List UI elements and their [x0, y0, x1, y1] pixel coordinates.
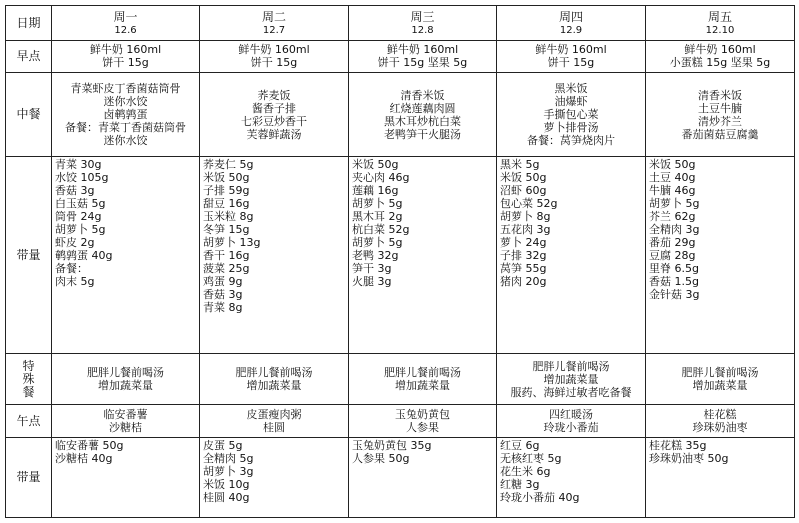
- lunch-quantity-label: 带量: [6, 157, 52, 354]
- lunch-quantity-line: 豆腐 28g: [649, 249, 696, 263]
- special-meal-line: 肥胖儿餐前喝汤: [681, 366, 759, 380]
- lunch-dish-line: 七彩豆炒香干: [241, 114, 307, 128]
- afternoon-quantity-cell: [200, 438, 349, 518]
- lunch-quantity-line: 荞麦仁 5g: [203, 158, 254, 172]
- lunch-dish-line: 黑米饭: [554, 82, 588, 96]
- afternoon-quantity-line: 全精肉 5g: [203, 452, 254, 466]
- special-meal-cell: [349, 354, 497, 404]
- lunch-quantity-line: 冬笋 15g: [203, 223, 250, 237]
- afternoon-quantity-line: 珍珠奶油枣 50g: [649, 452, 729, 466]
- afternoon-snack-cell: [200, 404, 349, 437]
- lunch-quantity-line: 甜豆 16g: [203, 197, 250, 211]
- lunch-quantity-line: 胡萝卜 5g: [352, 197, 403, 211]
- special-meal-line: 肥胖儿餐前喝汤: [87, 366, 164, 380]
- lunch-dish-line: 迷你水饺: [103, 95, 148, 109]
- afternoon-snack-line: 人参果: [406, 421, 439, 435]
- lunch-quantity-line: 火腿 3g: [352, 275, 392, 289]
- lunch-quantity-cell: [646, 157, 795, 354]
- weekly-menu-table: [5, 5, 795, 518]
- afternoon-snack-label: 午点: [6, 404, 52, 437]
- breakfast-line: 饼干 15g: [250, 56, 298, 70]
- lunch-quantity-line: 米饭 50g: [500, 171, 547, 185]
- lunch-quantity-cell: [349, 157, 497, 354]
- afternoon-quantity-line: 玉兔奶黄包 35g: [352, 439, 432, 453]
- afternoon-quantity-cell: [52, 438, 200, 518]
- lunch-dish-cell: [646, 72, 795, 157]
- lunch-dish-line: 红烧莲藕肉圆: [389, 101, 456, 115]
- breakfast-line: 小蛋糕 15g 坚果 5g: [669, 56, 771, 70]
- special-meal-cell: [200, 354, 349, 404]
- breakfast-cell: [646, 41, 795, 72]
- lunch-quantity-line: 莲藕 16g: [352, 184, 399, 198]
- breakfast-line: 饼干 15g 坚果 5g: [377, 56, 468, 70]
- lunch-quantity-line: 水饺 105g: [55, 171, 109, 185]
- lunch-dish-line: 黑木耳炒杭白菜: [384, 114, 461, 128]
- lunch-dish-line: 迷你水饺: [103, 134, 148, 148]
- lunch-quantity-cell: [52, 157, 200, 354]
- lunch-quantity-line: 夹心肉 46g: [352, 171, 410, 185]
- breakfast-cell: [52, 41, 200, 72]
- day-name: 周一: [113, 9, 138, 24]
- lunch-quantity-line: 芥兰 62g: [649, 210, 696, 224]
- day-name: 周三: [410, 9, 435, 24]
- day-date: 12.7: [262, 24, 286, 36]
- lunch-dish-line: 番茄菌菇豆腐羹: [681, 127, 759, 141]
- lunch-quantity-line: 笋干 3g: [352, 262, 392, 276]
- lunch-quantity-line: 胡萝卜 5g: [649, 197, 700, 211]
- afternoon-quantity-line: 皮蛋 5g: [203, 439, 243, 453]
- lunch-quantity-line: 鹌鹑蛋 40g: [55, 249, 113, 263]
- lunch-quantity-line: 番茄 29g: [649, 236, 696, 250]
- afternoon-snack-line: 桂圆: [263, 421, 285, 435]
- lunch-quantity-line: 玉米粒 8g: [203, 210, 254, 224]
- afternoon-quantity-line: 人参果 50g: [352, 452, 410, 466]
- day-header-cell: [52, 6, 200, 41]
- breakfast-line: 鲜牛奶 160ml: [386, 43, 459, 57]
- special-meal-line: 肥胖儿餐前喝汤: [532, 359, 610, 373]
- special-meal-line: 增加蔬菜量: [543, 372, 599, 386]
- breakfast-line: 饼干 15g: [547, 56, 595, 70]
- lunch-quantity-line: 青菜 8g: [203, 301, 243, 315]
- lunch-quantity-line: 沼虾 60g: [500, 184, 547, 198]
- special-meal-cell: [52, 354, 200, 404]
- lunch-row: [6, 72, 795, 157]
- lunch-dish-line: 油爆虾: [554, 95, 588, 109]
- day-header-cell: [349, 6, 497, 41]
- afternoon-snack-line: 皮蛋瘦肉粥: [246, 408, 302, 422]
- lunch-dish-line: 清香米饭: [698, 88, 742, 102]
- lunch-dish-line: 备餐：青菜丁香菌菇筒骨: [65, 121, 186, 135]
- afternoon-quantity-line: 胡萝卜 3g: [203, 465, 254, 479]
- special-meal-line: 增加蔬菜量: [692, 379, 748, 393]
- lunch-dish-line: 卤鹌鹑蛋: [103, 108, 148, 122]
- lunch-quantity-line: 白玉菇 5g: [55, 197, 106, 211]
- special-meal-line: 肥胖儿餐前喝汤: [384, 366, 461, 380]
- afternoon-quantity-line: 无核红枣 5g: [500, 452, 562, 466]
- lunch-quantity-line: 莴笋 55g: [500, 262, 547, 276]
- lunch-quantity-line: 香干 16g: [203, 249, 250, 263]
- afternoon-quantity-line: 米饭 10g: [203, 478, 250, 492]
- lunch-quantity-line: 鸡蛋 9g: [203, 275, 243, 289]
- lunch-quantity-line: 猪肉 20g: [500, 275, 547, 289]
- special-label-part-1: 特: [22, 358, 35, 373]
- breakfast-line: 饼干 15g: [102, 56, 149, 70]
- special-meal-line: 增加蔬菜量: [98, 379, 153, 393]
- lunch-quantity-line: 黑米 5g: [500, 158, 540, 172]
- lunch-quantity-line: 金针菇 3g: [649, 288, 700, 302]
- lunch-quantity-line: 子排 32g: [500, 249, 547, 263]
- lunch-quantity-line: 五花肉 3g: [500, 223, 551, 237]
- date-row: [6, 6, 795, 41]
- lunch-quantity-line: 胡萝卜 5g: [352, 236, 403, 250]
- afternoon-quantity-line: 红豆 6g: [500, 439, 540, 453]
- lunch-quantity-cell: [200, 157, 349, 354]
- lunch-dish-line: 清香米饭: [400, 88, 445, 102]
- lunch-quantity-line: 杭白菜 52g: [352, 223, 410, 237]
- lunch-quantity-line: 包心菜 52g: [500, 197, 558, 211]
- special-meal-cell: [497, 354, 646, 404]
- lunch-dish-cell: [52, 72, 200, 157]
- afternoon-snack-line: 珍珠奶油枣: [692, 421, 748, 435]
- lunch-quantity-line: 子排 59g: [203, 184, 250, 198]
- lunch-quantity-line: 虾皮 2g: [55, 236, 95, 250]
- afternoon-snack-line: 桂花糕: [703, 408, 737, 422]
- breakfast-cell: [497, 41, 646, 72]
- special-meal-line: 肥胖儿餐前喝汤: [235, 366, 313, 380]
- afternoon-quantity-cell: [646, 438, 795, 518]
- lunch-quantity-line: 牛腩 46g: [649, 184, 696, 198]
- special-meal-line: 服药、海鲜过敏者吃备餐: [510, 385, 632, 399]
- lunch-dish-line: 酱香子排: [252, 101, 296, 115]
- afternoon-quantity-line: 沙糖桔 40g: [55, 452, 113, 466]
- lunch-quantity-line: 香菇 3g: [55, 184, 95, 198]
- special-label-part-3: 餐: [22, 384, 35, 399]
- afternoon-snack-line: 四红暖汤: [549, 408, 593, 422]
- special-meal-row: [6, 354, 795, 404]
- lunch-quantity-line: 青菜 30g: [55, 158, 102, 172]
- lunch-quantity-line: 全精肉 3g: [649, 223, 700, 237]
- lunch-dish-line: 荞麦饭: [257, 88, 291, 102]
- lunch-quantity-line: 里脊 6.5g: [649, 262, 699, 276]
- special-meal-cell: [646, 354, 795, 404]
- date-label: 日期: [6, 6, 52, 41]
- afternoon-snack-line: 玲珑小番茄: [543, 421, 599, 435]
- breakfast-line: 鲜牛奶 160ml: [684, 43, 756, 57]
- lunch-quantity-row: [6, 157, 795, 354]
- lunch-label: 中餐: [6, 72, 52, 157]
- lunch-dish-line: 芙蓉鲜蔬汤: [246, 127, 302, 141]
- breakfast-row: [6, 41, 795, 72]
- afternoon-snack-cell: [646, 404, 795, 437]
- lunch-quantity-line: 米饭 50g: [352, 158, 399, 172]
- lunch-dish-line: 土豆牛腩: [698, 101, 742, 115]
- afternoon-snack-line: 临安番薯: [103, 408, 148, 422]
- breakfast-cell: [200, 41, 349, 72]
- day-date: 12.10: [705, 24, 735, 36]
- afternoon-snack-line: 沙糖桔: [109, 421, 142, 435]
- lunch-quantity-line: 备餐：: [55, 262, 88, 276]
- special-meal-line: 增加蔬菜量: [246, 379, 302, 393]
- day-name: 周五: [707, 9, 732, 24]
- day-date: 12.9: [559, 24, 583, 36]
- lunch-quantity-line: 米饭 50g: [649, 158, 696, 172]
- afternoon-snack-cell: [497, 404, 646, 437]
- lunch-quantity-line: 菠菜 25g: [203, 262, 250, 276]
- lunch-quantity-line: 胡萝卜 8g: [500, 210, 551, 224]
- afternoon-quantity-label: 带量: [6, 438, 52, 518]
- afternoon-snack-line: 玉兔奶黄包: [395, 408, 450, 422]
- lunch-quantity-line: 米饭 50g: [203, 171, 250, 185]
- lunch-dish-line: 萝卜排骨汤: [543, 121, 599, 135]
- lunch-quantity-line: 筒骨 24g: [55, 210, 102, 224]
- lunch-dish-line: 老鸭笋干火腿汤: [384, 127, 461, 141]
- special-label-part-2: 殊: [22, 371, 35, 386]
- afternoon-quantity-line: 花生米 6g: [500, 465, 551, 479]
- day-date: 12.8: [411, 24, 434, 36]
- lunch-dish-line: 手撕包心菜: [543, 108, 599, 122]
- afternoon-snack-row: [6, 404, 795, 437]
- afternoon-quantity-line: 桂圆 40g: [203, 491, 250, 505]
- afternoon-quantity-line: 玲珑小番茄 40g: [500, 491, 580, 505]
- day-header-cell: [497, 6, 646, 41]
- lunch-quantity-line: 胡萝卜 13g: [203, 236, 261, 250]
- afternoon-quantity-line: 桂花糕 35g: [649, 439, 707, 453]
- lunch-quantity-line: 肉末 5g: [55, 275, 95, 289]
- breakfast-line: 鲜牛奶 160ml: [89, 43, 162, 57]
- afternoon-quantity-row: [6, 438, 795, 518]
- breakfast-line: 鲜牛奶 160ml: [238, 43, 310, 57]
- day-date: 12.6: [114, 24, 137, 36]
- day-header-cell: [646, 6, 795, 41]
- lunch-dish-line: 清炒芥兰: [698, 114, 742, 128]
- afternoon-quantity-cell: [349, 438, 497, 518]
- lunch-dish-cell: [200, 72, 349, 157]
- day-header-cell: [200, 6, 349, 41]
- breakfast-label: 早点: [6, 41, 52, 72]
- afternoon-snack-cell: [349, 404, 497, 437]
- afternoon-snack-cell: [52, 404, 200, 437]
- lunch-quantity-line: 萝卜 24g: [500, 236, 547, 250]
- lunch-quantity-line: 黑木耳 2g: [352, 210, 403, 224]
- lunch-quantity-line: 老鸭 32g: [352, 249, 399, 263]
- lunch-quantity-line: 香菇 1.5g: [649, 275, 699, 289]
- lunch-quantity-cell: [497, 157, 646, 354]
- lunch-quantity-line: 胡萝卜 5g: [55, 223, 106, 237]
- lunch-dish-line: 青菜虾皮丁香菌菇筒骨: [70, 82, 181, 96]
- breakfast-line: 鲜牛奶 160ml: [535, 43, 607, 57]
- lunch-dish-cell: [349, 72, 497, 157]
- lunch-dish-line: 备餐：莴笋烧肉片: [527, 134, 615, 148]
- lunch-dish-cell: [497, 72, 646, 157]
- afternoon-quantity-line: 临安番薯 50g: [55, 439, 124, 453]
- lunch-quantity-line: 香菇 3g: [203, 288, 243, 302]
- day-name: 周四: [558, 9, 583, 24]
- day-name: 周二: [261, 9, 286, 24]
- special-meal-line: 增加蔬菜量: [395, 379, 450, 393]
- afternoon-quantity-cell: [497, 438, 646, 518]
- breakfast-cell: [349, 41, 497, 72]
- lunch-quantity-line: 土豆 40g: [649, 171, 696, 185]
- special-meal-label: [6, 354, 52, 404]
- afternoon-quantity-line: 红糖 3g: [500, 478, 540, 492]
